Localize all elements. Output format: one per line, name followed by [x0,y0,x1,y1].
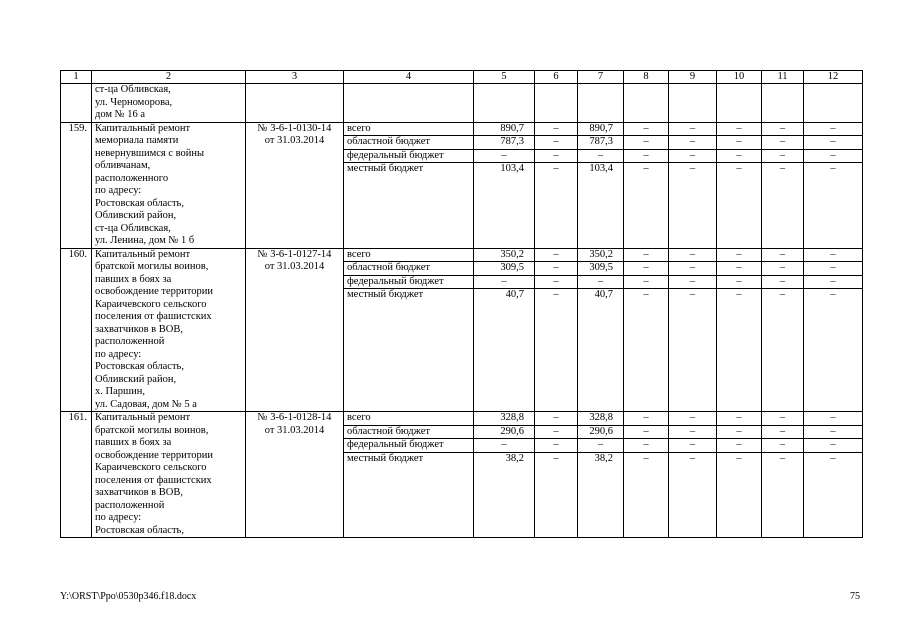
record-number-cell [61,84,92,123]
amount-cell: – [762,275,804,289]
object-name-cell: ст-ца Обливская, ул. Черноморова, дом № 16 а [92,84,246,123]
amount-cell: – [717,452,762,538]
funding-source-cell: всего [344,122,474,136]
funding-source-cell: федеральный бюджет [344,275,474,289]
col-header: 1 [61,71,92,84]
value-cell [474,84,535,123]
amount-cell: – [669,163,717,249]
amount-cell: – [804,163,863,249]
amount-cell: – [804,248,863,262]
amount-cell: 328,8 [578,412,624,426]
amount-cell: – [669,122,717,136]
amount-cell: – [717,439,762,453]
object-name-cell: Капитальный ремонт братской могилы воинов, павших в боях за освобождение территории Караичевского сельского поселения от фашистских захватчиков в ВОВ, расположенной по адресу: Ростовская область, Обливский район, х. Паршин, ул. Садовая, дом № 5 а [92,248,246,412]
amount-cell: – [669,262,717,276]
funding-source-cell: местный бюджет [344,289,474,412]
continuation-row [61,84,863,123]
value-cell [717,84,762,123]
amount-cell: – [762,412,804,426]
amount-cell: 290,6 [474,425,535,439]
amount-cell: – [535,122,578,136]
table-row [61,412,863,426]
amount-cell: – [669,248,717,262]
amount-cell: – [535,439,578,453]
col-header: 12 [804,71,863,84]
amount-cell: – [717,262,762,276]
col-header: 3 [246,71,344,84]
amount-cell: – [762,136,804,150]
amount-cell: – [624,275,669,289]
funding-source-cell: областной бюджет [344,136,474,150]
amount-cell: 350,2 [578,248,624,262]
amount-cell: – [535,163,578,249]
amount-cell: 890,7 [578,122,624,136]
amount-cell: – [624,149,669,163]
amount-cell: – [624,122,669,136]
amount-cell: – [804,136,863,150]
amount-cell: – [535,275,578,289]
record-number-cell: 161. [61,412,92,538]
document-number-cell: № 3-6-1-0130-14 от 31.03.2014 [246,122,344,248]
amount-cell: – [535,149,578,163]
amount-cell: – [535,248,578,262]
col-header: 5 [474,71,535,84]
amount-cell: – [624,163,669,249]
col-header: 7 [578,71,624,84]
amount-cell: – [669,136,717,150]
amount-cell: – [535,412,578,426]
funding-source-cell: всего [344,248,474,262]
col-header: 4 [344,71,474,84]
amount-cell: 309,5 [474,262,535,276]
page-number: 75 [850,591,860,602]
table-row [61,248,863,262]
col-header: 2 [92,71,246,84]
amount-cell: – [804,122,863,136]
amount-cell: – [624,248,669,262]
doc-cell [246,84,344,123]
amount-cell: – [535,289,578,412]
funding-source-cell: местный бюджет [344,452,474,538]
amount-cell: – [669,452,717,538]
amount-cell: – [624,439,669,453]
funding-source-cell: областной бюджет [344,425,474,439]
amount-cell: 350,2 [474,248,535,262]
amount-cell: – [804,262,863,276]
amount-cell: 40,7 [578,289,624,412]
amount-cell: – [669,439,717,453]
amount-cell: 787,3 [474,136,535,150]
amount-cell: 309,5 [578,262,624,276]
amount-cell: – [717,149,762,163]
amount-cell: – [624,452,669,538]
funding-source-cell: местный бюджет [344,163,474,249]
amount-cell: – [804,149,863,163]
amount-cell: – [717,289,762,412]
amount-cell: – [804,425,863,439]
amount-cell: – [578,439,624,453]
amount-cell: – [578,149,624,163]
funding-source-cell: всего [344,412,474,426]
object-name-cell: Капитальный ремонт мемориала памяти невернувшимся с войны обливчанам, расположенного по адресу: Ростовская область, Обливский район, ст-ца Обливская, ул. Ленина, дом № 1 б [92,122,246,248]
amount-cell: – [762,262,804,276]
amount-cell: 890,7 [474,122,535,136]
value-cell [762,84,804,123]
col-header: 11 [762,71,804,84]
amount-cell: – [717,163,762,249]
table-row [61,122,863,136]
amount-cell: – [804,289,863,412]
record-number-cell: 159. [61,122,92,248]
amount-cell: – [717,425,762,439]
record-number-cell: 160. [61,248,92,412]
amount-cell: 40,7 [474,289,535,412]
value-cell [624,84,669,123]
amount-cell: – [717,248,762,262]
amount-cell: – [669,275,717,289]
col-header: 10 [717,71,762,84]
amount-cell: – [804,452,863,538]
amount-cell: – [717,275,762,289]
value-cell [669,84,717,123]
amount-cell: – [474,149,535,163]
amount-cell: – [669,289,717,412]
amount-cell: – [474,439,535,453]
amount-cell: – [624,136,669,150]
budget-table [60,70,863,538]
col-header: 8 [624,71,669,84]
amount-cell: – [762,163,804,249]
amount-cell: 103,4 [578,163,624,249]
object-name-cell: Капитальный ремонт братской могилы воинов, павших в боях за освобождение территории Караичевского сельского поселения от фашистских захватчиков в ВОВ, расположенной по адресу: Ростовская область, [92,412,246,538]
document-number-cell: № 3-6-1-0128-14 от 31.03.2014 [246,412,344,538]
amount-cell: – [717,136,762,150]
amount-cell: – [762,452,804,538]
amount-cell: – [535,136,578,150]
amount-cell: – [624,425,669,439]
footer-file-path: Y:\ORST\Ppo\0530p346.f18.docx [60,591,197,602]
amount-cell: – [804,412,863,426]
amount-cell: – [762,122,804,136]
amount-cell: – [669,149,717,163]
funding-source-cell: областной бюджет [344,262,474,276]
amount-cell: – [762,289,804,412]
value-cell [804,84,863,123]
column-number-row [61,71,863,84]
amount-cell: – [624,412,669,426]
amount-cell: – [535,425,578,439]
document-number-cell: № 3-6-1-0127-14 от 31.03.2014 [246,248,344,412]
amount-cell: – [578,275,624,289]
amount-cell: – [762,149,804,163]
amount-cell: – [762,425,804,439]
amount-cell: – [804,275,863,289]
funding-source-cell: федеральный бюджет [344,149,474,163]
amount-cell: – [717,122,762,136]
amount-cell: – [762,248,804,262]
source-cell [344,84,474,123]
amount-cell: – [624,289,669,412]
amount-cell: 290,6 [578,425,624,439]
amount-cell: 38,2 [474,452,535,538]
amount-cell: – [762,439,804,453]
amount-cell: – [474,275,535,289]
amount-cell: – [624,262,669,276]
amount-cell: – [669,425,717,439]
amount-cell: – [717,412,762,426]
value-cell [578,84,624,123]
col-header: 6 [535,71,578,84]
amount-cell: 38,2 [578,452,624,538]
amount-cell: – [535,452,578,538]
amount-cell: – [804,439,863,453]
amount-cell: 103,4 [474,163,535,249]
amount-cell: 328,8 [474,412,535,426]
funding-source-cell: федеральный бюджет [344,439,474,453]
value-cell [535,84,578,123]
amount-cell: – [669,412,717,426]
amount-cell: 787,3 [578,136,624,150]
col-header: 9 [669,71,717,84]
amount-cell: – [535,262,578,276]
